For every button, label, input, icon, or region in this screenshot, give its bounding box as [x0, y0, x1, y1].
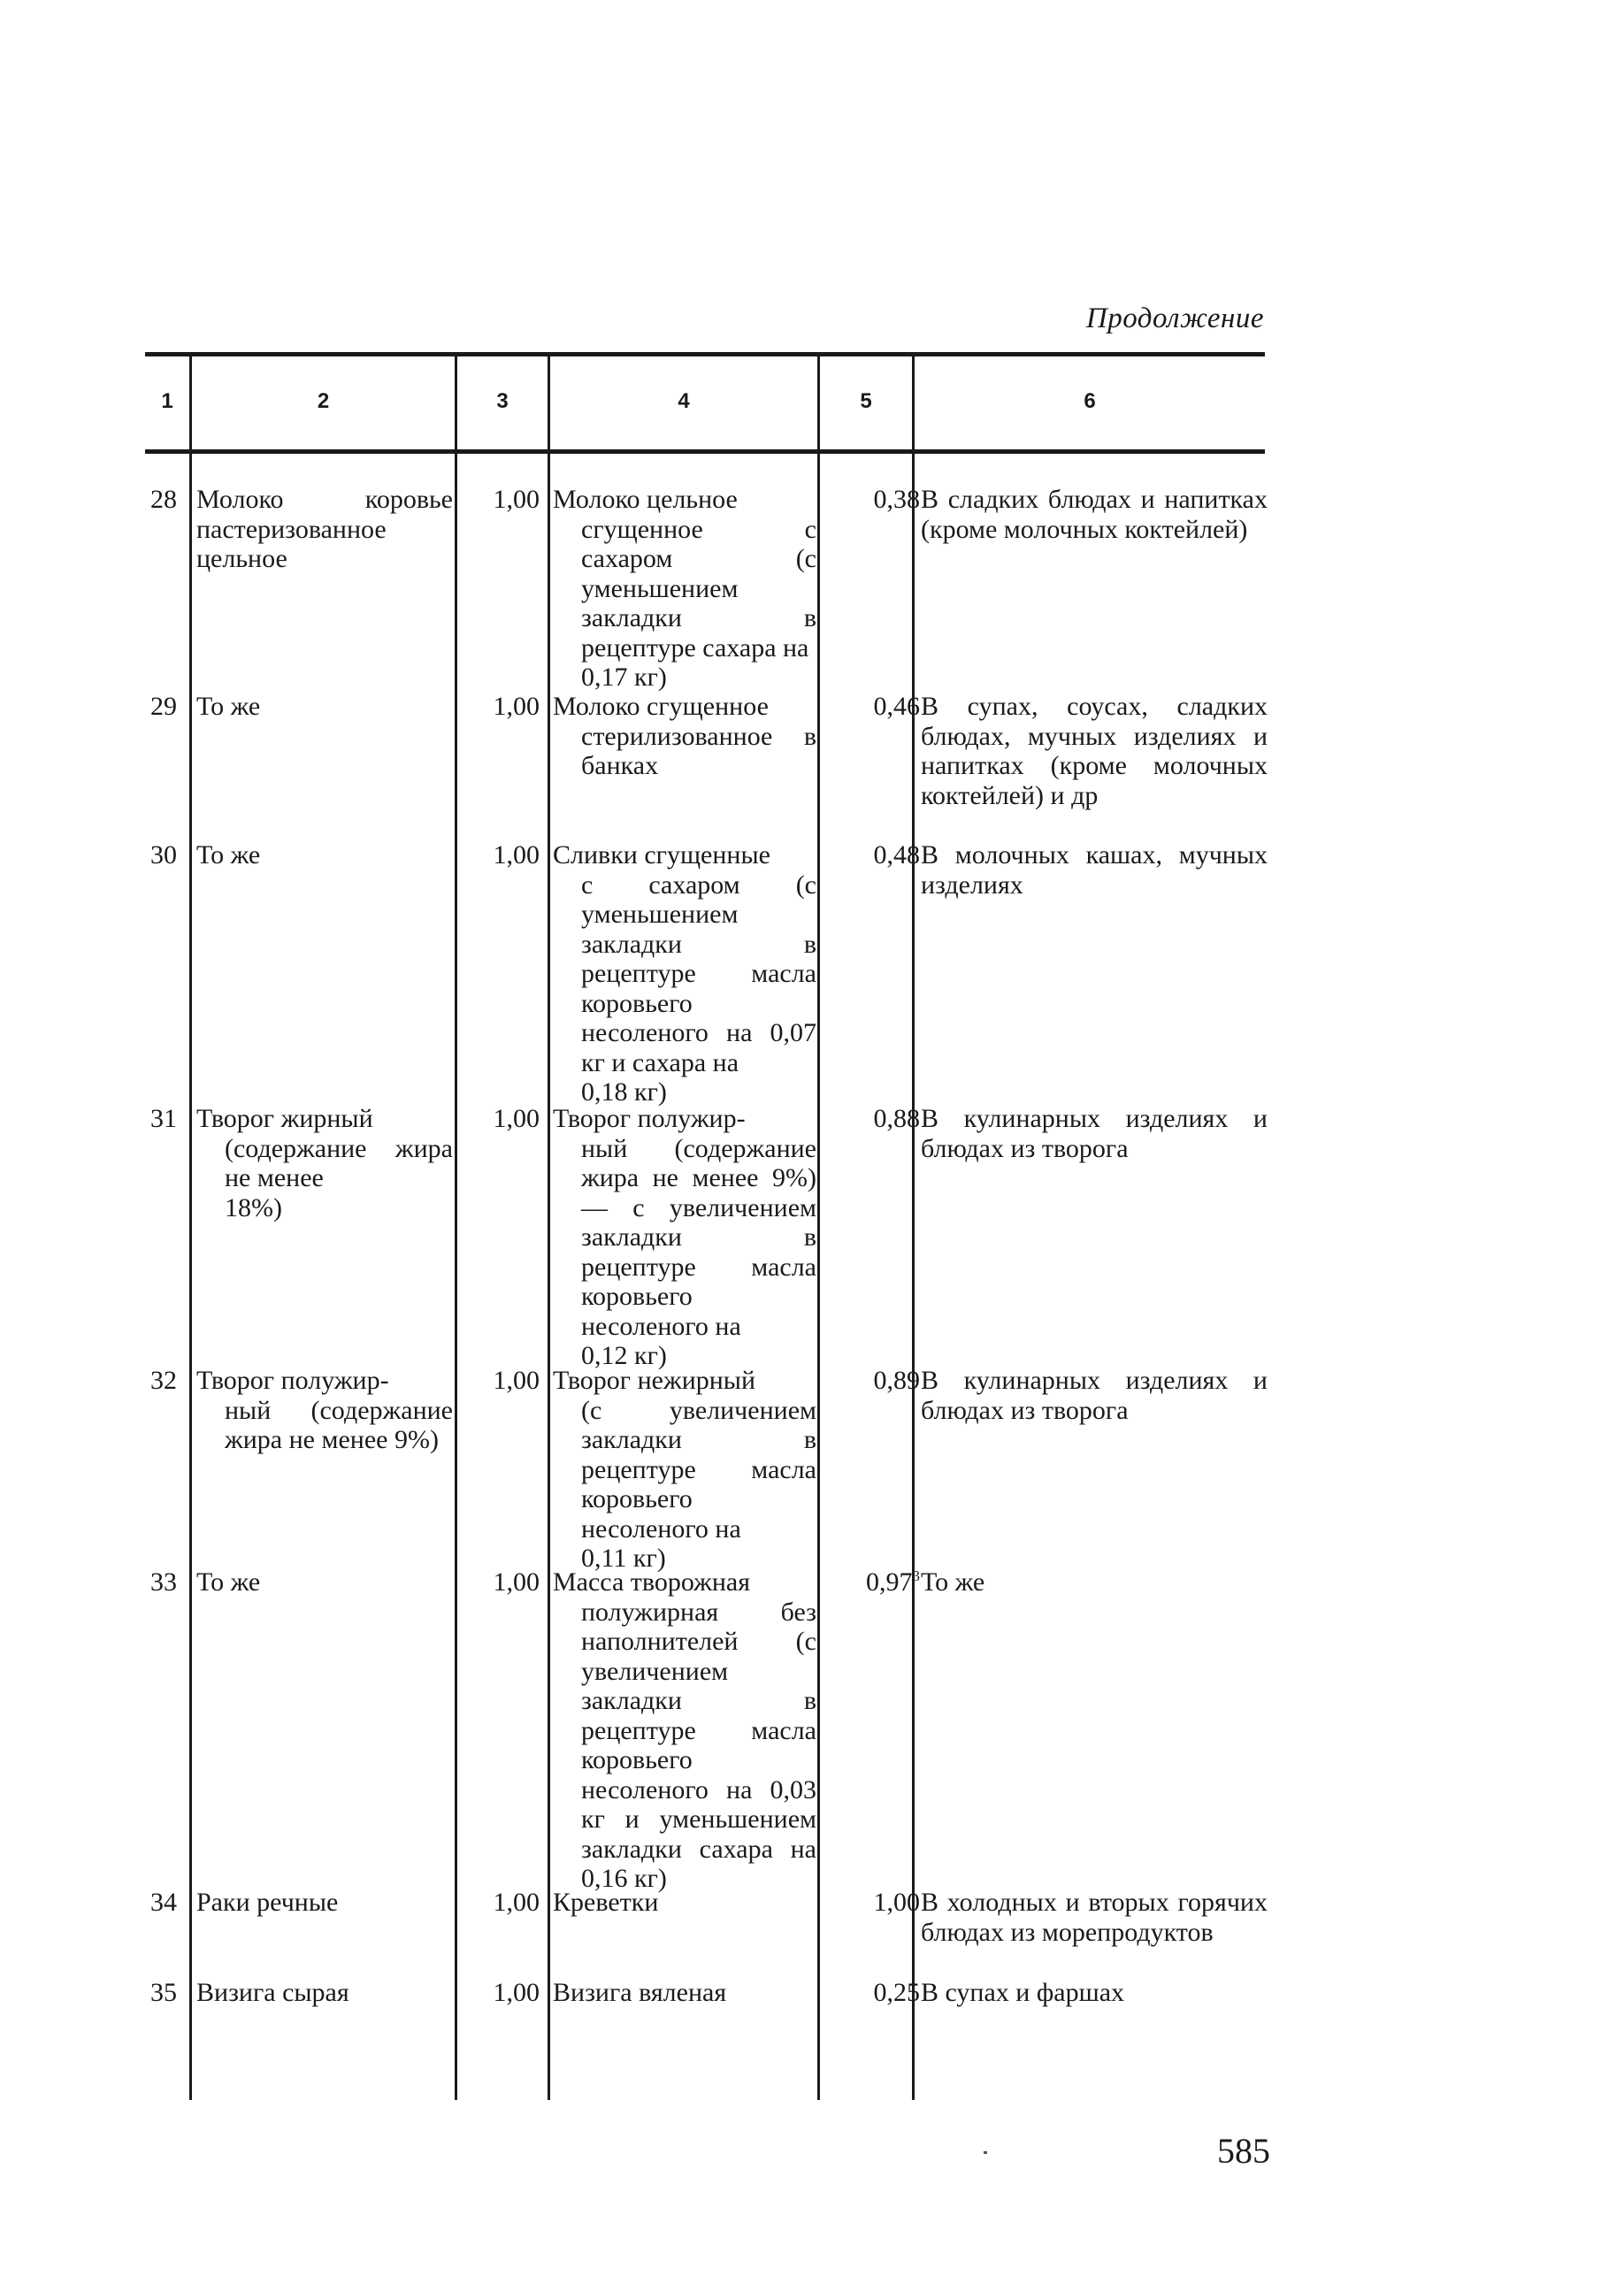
replacement-product: Креветки	[553, 1888, 659, 1917]
replacement-line: сгущенное с сахаром (с уменьшением закладки в рецептуре сахара на	[581, 514, 816, 663]
coefficient-original: 1,00	[493, 1104, 540, 1133]
product-name: Раки речные	[196, 1888, 339, 1917]
product-name: То же	[196, 692, 261, 721]
usage-note: В супах и фаршах	[921, 1978, 1125, 2007]
coefficient-value: 0,97	[866, 1567, 913, 1597]
footnote-marker: 3	[912, 1567, 920, 1584]
replacement-line: Сливки сгущенные	[553, 840, 770, 870]
replacement-line: 0,12 кг)	[581, 1341, 667, 1370]
coefficient-replacement: 0,46	[873, 692, 920, 721]
product-line: (содержание жира не менее	[225, 1133, 453, 1192]
replacement-line: 0,11 кг)	[581, 1544, 666, 1573]
replacement-line: с сахаром (с уменьшением закладки в рецептуре масла коровьего несоленого на 0,07 кг и сахара на	[581, 870, 816, 1077]
coefficient-original: 1,00	[493, 1366, 540, 1395]
continuation-label: Продолжение	[1085, 303, 1264, 334]
column-header-1: 1	[161, 389, 173, 413]
replacement-line: (с увеличением закладки в рецептуре масла коровьего несоленого на	[581, 1395, 816, 1544]
replacement-line: Молоко сгущенное	[553, 692, 769, 721]
column-divider	[912, 354, 915, 2100]
product-name: То же	[196, 840, 261, 870]
usage-note: В кулинарных изделиях и блюдах из творога	[921, 1366, 1268, 1425]
product-name	[196, 1366, 453, 1455]
row-number: 34	[150, 1888, 177, 1917]
coefficient-original: 1,00	[493, 1978, 540, 2007]
replacement-line: ный (содержание жира не менее 9%) — с увеличением закладки в рецептуре масла коровьего несоленого на	[581, 1133, 816, 1341]
row-number: 30	[150, 840, 177, 870]
replacement-product	[553, 692, 816, 781]
row-number: 31	[150, 1104, 177, 1133]
product-name: То же	[196, 1567, 261, 1597]
replacement-product	[553, 485, 816, 693]
column-divider	[189, 354, 192, 2100]
column-divider	[817, 354, 820, 2100]
replacement-line: Молоко цельное	[553, 485, 738, 514]
column-header-4: 4	[678, 389, 690, 413]
row-number: 29	[150, 692, 177, 721]
product-line: Творог полужир-	[196, 1366, 389, 1395]
row-number: 33	[150, 1567, 177, 1597]
product-line: 18%)	[225, 1192, 282, 1222]
replacement-line: Творог нежирный	[553, 1366, 756, 1395]
usage-note: В кулинарных изделиях и блюдах из творога	[921, 1104, 1268, 1163]
replacement-line: 0,18 кг)	[581, 1077, 667, 1107]
row-number: 28	[150, 485, 177, 514]
replacement-line: стерилизованное в банках	[581, 721, 816, 780]
usage-note: То же	[921, 1567, 985, 1597]
print-speck	[984, 2151, 987, 2154]
replacement-line: Масса творожная	[553, 1567, 751, 1597]
row-number: 35	[150, 1978, 177, 2007]
coefficient-replacement: 0,38	[873, 485, 920, 514]
product-line: цельное	[196, 544, 287, 573]
coefficient-original: 1,00	[493, 1888, 540, 1917]
product-name	[196, 485, 453, 574]
coefficient-replacement: 0,88	[873, 1104, 920, 1133]
coefficient-replacement: 1,00	[873, 1888, 920, 1917]
product-name	[196, 1104, 453, 1222]
replacement-product: Визига вяленая	[553, 1978, 727, 2007]
row-number: 32	[150, 1366, 177, 1395]
replacement-product	[553, 1366, 816, 1574]
header-bottom-rule	[145, 449, 1265, 454]
product-name: Визига сырая	[196, 1978, 349, 2007]
replacement-line: Творог полужир-	[553, 1104, 746, 1133]
coefficient-original: 1,00	[493, 485, 540, 514]
product-line: Молоко коровье пастеризованное	[196, 485, 453, 544]
column-header-5: 5	[860, 389, 872, 413]
column-divider	[455, 354, 457, 2100]
product-line: ный (содержание жира не менее 9%)	[225, 1395, 453, 1454]
replacement-product	[553, 1104, 816, 1371]
replacement-product	[553, 1567, 816, 1894]
usage-note: В супах, соусах, сладких блюдах, мучных изделиях и напитках (кроме молочных коктейлей) и др	[921, 692, 1268, 810]
replacement-line: 0,17 кг)	[581, 663, 667, 692]
column-divider	[548, 354, 550, 2100]
coefficient-original: 1,00	[493, 840, 540, 870]
usage-note: В молочных кашах, мучных изделиях	[921, 840, 1268, 900]
replacement-line: полужирная без наполнителей (с увеличением закладки в рецептуре масла коровьего несоленого на 0,03 кг и уменьшением закладки сахара на 0,16 кг)	[581, 1597, 816, 1893]
product-line: Творог жирный	[196, 1104, 373, 1133]
replacement-product	[553, 840, 816, 1107]
table-top-rule	[145, 352, 1265, 356]
coefficient-replacement: 0,25	[873, 1978, 920, 2007]
usage-note: В сладких блюдах и напитках (кроме молочных коктейлей)	[921, 485, 1268, 544]
column-header-2: 2	[317, 389, 330, 413]
usage-note: В холодных и вторых горячих блюдах из морепродуктов	[921, 1888, 1268, 1947]
coefficient-original: 1,00	[493, 692, 540, 721]
coefficient-original: 1,00	[493, 1567, 540, 1597]
coefficient-replacement	[823, 1567, 920, 1598]
column-header-6: 6	[1084, 389, 1096, 413]
coefficient-replacement: 0,89	[873, 1366, 920, 1395]
coefficient-replacement: 0,48	[873, 840, 920, 870]
page-number: 585	[1217, 2131, 1270, 2171]
column-header-3: 3	[496, 389, 509, 413]
